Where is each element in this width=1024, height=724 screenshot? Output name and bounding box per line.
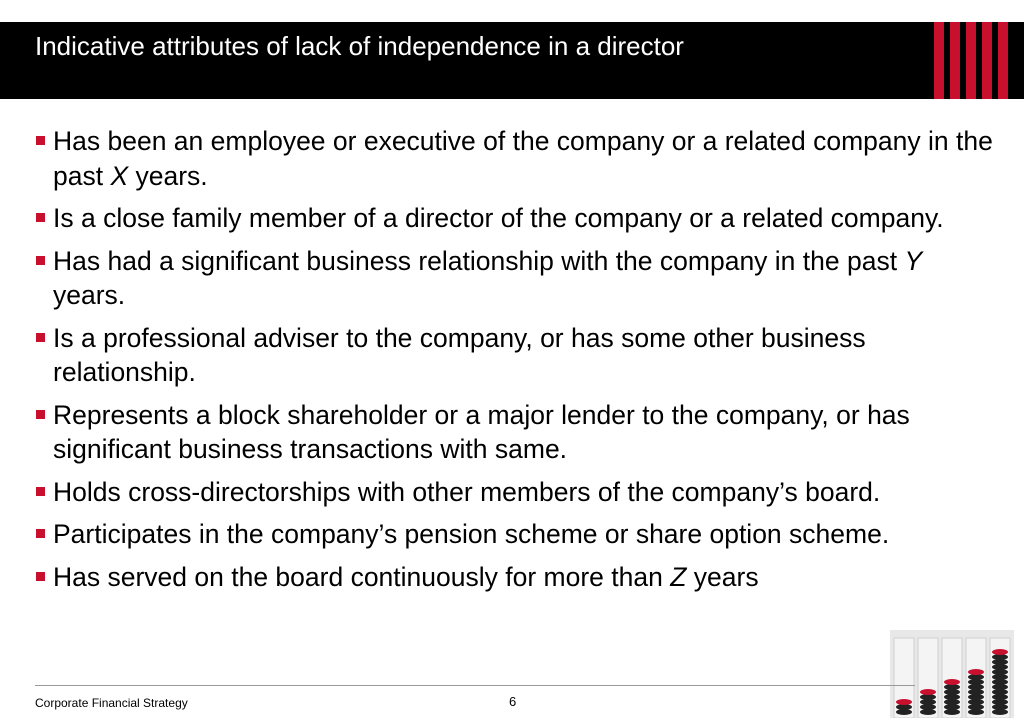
list-item: Participates in the company’s pension scheme or share option scheme. [36,517,996,552]
footer-title: Corporate Financial Strategy [35,696,188,710]
brand-stripe [998,22,1008,99]
bullet-square-icon [36,529,45,538]
brand-stripes [930,22,1024,99]
list-item: Has been an employee or executive of the company or a related company in the past X years. [36,124,996,193]
bullet-square-icon [36,487,45,496]
brand-stripe [934,22,944,99]
list-item: Is a close family member of a director of the company or a related company. [36,201,996,236]
brand-stripe [982,22,992,99]
bullet-square-icon [36,136,45,145]
list-item: Has had a significant business relationship with the company in the past Y years. [36,244,996,313]
bullet-square-icon [36,572,45,581]
bullet-square-icon [36,333,45,342]
bullet-square-icon [36,213,45,222]
bullet-list [36,124,996,602]
list-item: Holds cross-directorships with other members of the company’s board. [36,475,996,510]
page-number: 6 [509,694,517,709]
bullet-square-icon [36,410,45,419]
footer-divider [35,685,915,686]
slide-title: Indicative attributes of lack of independence in a director [35,31,684,61]
list-item: Is a professional adviser to the company, or has some other business relationship. [36,321,996,390]
list-item: Represents a block shareholder or a major lender to the company, or has significant business transactions with same. [36,398,996,467]
brand-stripe [966,22,976,99]
list-item: Has served on the board continuously for more than Z years [36,560,996,595]
brand-stripe [950,22,960,99]
bullet-square-icon [36,256,45,265]
stacked-coins-icon [890,630,1014,718]
